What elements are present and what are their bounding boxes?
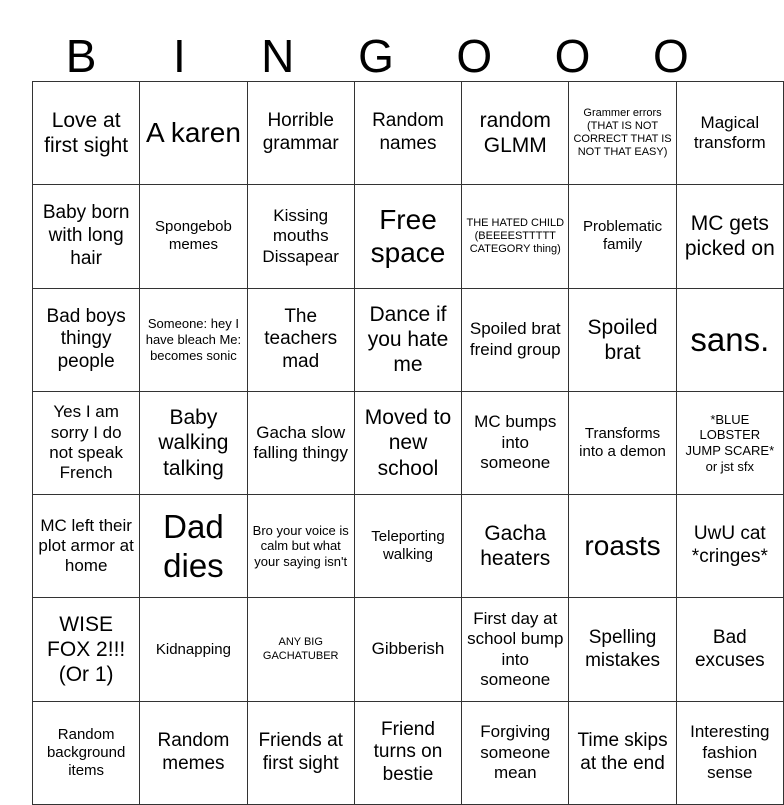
header-letter-g: G [358,30,394,82]
bingo-cell: First day at school bump into someone [462,598,569,701]
bingo-cell: Gibberish [354,598,461,701]
header-letter-i: I [173,30,186,82]
bingo-cell: sans. [676,288,783,391]
bingo-cell: Moved to new school [354,391,461,494]
bingo-cell: Gacha heaters [462,495,569,598]
bingo-cell: Random names [354,82,461,185]
bingo-cell: Baby walking talking [140,391,247,494]
bingo-cell: Forgiving someone mean [462,701,569,804]
bingo-cell: Love at first sight [33,82,140,185]
bingo-cell free-space: Free space [354,185,461,288]
bingo-cell: Bad excuses [676,598,783,701]
bingo-cell: Someone: hey I have bleach Me: becomes sonic [140,288,247,391]
bingo-cell: Problematic family [569,185,676,288]
bingo-cell: Grammer errors (THAT IS NOT CORRECT THAT IS NOT THAT EASY) [569,82,676,185]
bingo-cell: Teleporting walking [354,495,461,598]
bingo-cell: Dance if you hate me [354,288,461,391]
bingo-cell: Kissing mouths Dissapear [247,185,354,288]
bingo-cell: Random memes [140,701,247,804]
bingo-cell: MC left their plot armor at home [33,495,140,598]
board-row [33,82,784,185]
bingo-cell: roasts [569,495,676,598]
bingo-cell: Magical transform [676,82,783,185]
bingo-cell: ANY BIG GACHATUBER [247,598,354,701]
header-letter-b: B [65,30,97,82]
bingo-cell: MC gets picked on [676,185,783,288]
bingo-header [32,30,720,82]
bingo-cell: Baby born with long hair [33,185,140,288]
bingo-cell: WISE FOX 2!!! (Or 1) [33,598,140,701]
bingo-cell: Random background items [33,701,140,804]
bingo-cell: Time skips at the end [569,701,676,804]
header-letter-o1: O [456,30,493,82]
bingo-cell: A karen [140,82,247,185]
bingo-cell: Yes I am sorry I do not speak French [33,391,140,494]
bingo-cell: Spoiled brat freind group [462,288,569,391]
bingo-cell: Spoiled brat [569,288,676,391]
board-row [33,495,784,598]
bingo-cell: Spelling mistakes [569,598,676,701]
bingo-board [32,81,784,805]
bingo-cell: Friends at first sight [247,701,354,804]
header-letter-o3: O [652,30,689,82]
board-row [33,391,784,494]
bingo-cell: MC bumps into someone [462,391,569,494]
board-row [33,288,784,391]
bingo-cell: Friend turns on bestie [354,701,461,804]
bingo-cell: Bro your voice is calm but what your saying isn't [247,495,354,598]
bingo-cell: UwU cat *cringes* [676,495,783,598]
header-letter-n: N [261,30,295,82]
bingo-cell: Horrible grammar [247,82,354,185]
bingo-cell: The teachers mad [247,288,354,391]
board-row [33,185,784,288]
header-letter-o2: O [554,30,591,82]
bingo-cell: Dad dies [140,495,247,598]
board-row [33,598,784,701]
bingo-cell: Bad boys thingy people [33,288,140,391]
bingo-cell: Spongebob memes [140,185,247,288]
bingo-cell: Interesting fashion sense [676,701,783,804]
bingo-cell: Transforms into a demon [569,391,676,494]
bingo-cell: Kidnapping [140,598,247,701]
board-row [33,701,784,804]
bingo-cell: *BLUE LOBSTER JUMP SCARE* or jst sfx [676,391,783,494]
bingo-cell: THE HATED CHILD (BEEEESTTTTT CATEGORY thing) [462,185,569,288]
bingo-cell: random GLMM [462,82,569,185]
bingo-cell: Gacha slow falling thingy [247,391,354,494]
